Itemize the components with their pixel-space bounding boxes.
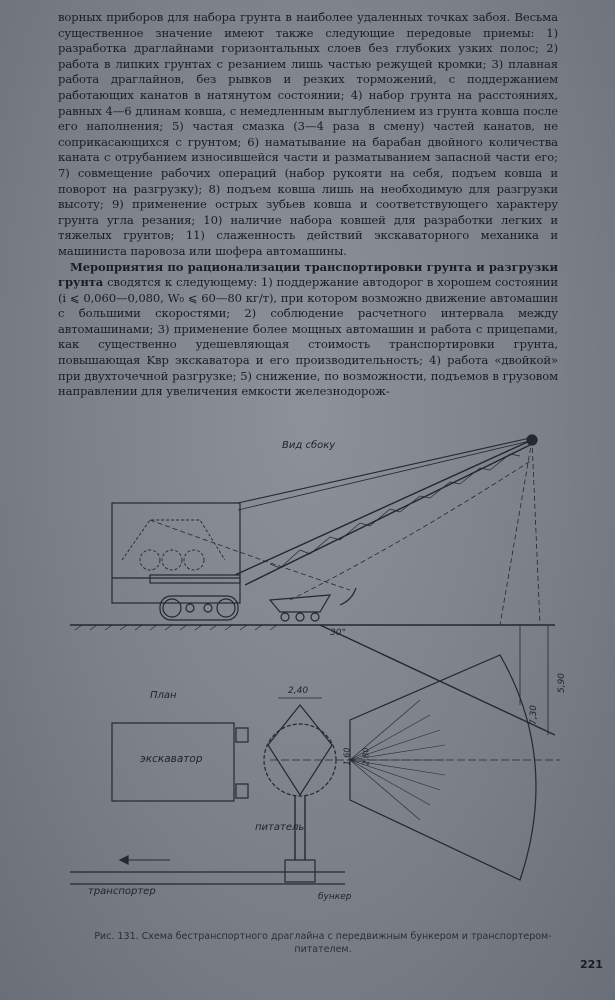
- label-dim-280: 2,80: [361, 747, 371, 766]
- label-dim-160: 1,60: [342, 747, 352, 766]
- paragraph-1: ворных приборов для набора грунта в наиболее удаленных точках забоя. Весьма существенное значение имеют также следующие передовые приемы: 1) разработка драглайнами горизонтальных слоев без глубоких узких полос; 2) работа в липких грунтах с резанием лишь частью режущей кромки; 3) плавная работа драглайнов, без рывков и резких торможений, с поддержанием работающих канатов в натянутом состоянии; 4) набор грунта на расстояниях, равных 4—6 длинам ковша, с немедленным выглублением из грунта ковша после его наполнения; 5) частая смазка (3—4 раза в смену) частей канатов, не соприкасающихся с грунтом; 6) наматывание на барабан двойного количества каната с отрубанием износившейся части и разматыванием запасной части его; 7) совмещение рабочих операций (набор рукояти на себя, подъем ковша и поворот на разгрузку); 8) подъем ковша лишь на необходимую для разгрузки высоту; 9) применение острых зубьев ковша и соответствующего характеру грунта угла резания; 10) наличие набора ковшей для разработки легких и тяжелых грунтов; 11) слаженность действий экскаваторного механика и машиниста паровоза или шофера автомашины.: [58, 10, 558, 258]
- bunker: [285, 860, 315, 882]
- label-dim-590: 5,90: [557, 672, 568, 694]
- label-side-view: Вид сбоку: [282, 440, 336, 451]
- label-dim-30: 30°: [330, 628, 346, 638]
- label-bunker: бункер: [318, 892, 352, 902]
- paragraph-2-heading: Мероприятия по рационализации транспортировки грунта и разгрузки грунта: [58, 259, 558, 290]
- label-plan: План: [150, 690, 177, 701]
- label-excavator: экскаватор: [140, 753, 203, 765]
- boom: [235, 440, 532, 575]
- label-conveyor: транспортер: [88, 886, 156, 897]
- label-dim-240: 2,40: [288, 686, 309, 696]
- figure-caption: Рис. 131. Схема бестранспортного драглайна с передвижным бункером и транспортером-питателем.: [94, 931, 552, 955]
- paragraph-2-body: сводятся к следующему: 1) поддержание автодорог в хорошем состоянии (i ⩽ 0,060—0,080, W₀ ⩽ 60—80 кг/т), при котором возможно движение автомашин с большими скоростями; 2) соблюдение расчетного интервала между автомашинами; 3) применение более мощных автомашин и работа с прицепами, как существенно удешевляющая стоимость транспортировки грунта, повышающая Kвр экскаватора и его производительность; 4) работа «двойкой» при двухточечной разгрузке; 5) снижение, по возможности, подъемов в грузовом направлении для увеличения емкости железнодорож-: [58, 275, 558, 399]
- label-dim-730: 7,30: [529, 704, 540, 726]
- digging-sector: [350, 655, 536, 880]
- label-feeder: питатель: [255, 822, 305, 833]
- page-number: 221: [580, 958, 603, 971]
